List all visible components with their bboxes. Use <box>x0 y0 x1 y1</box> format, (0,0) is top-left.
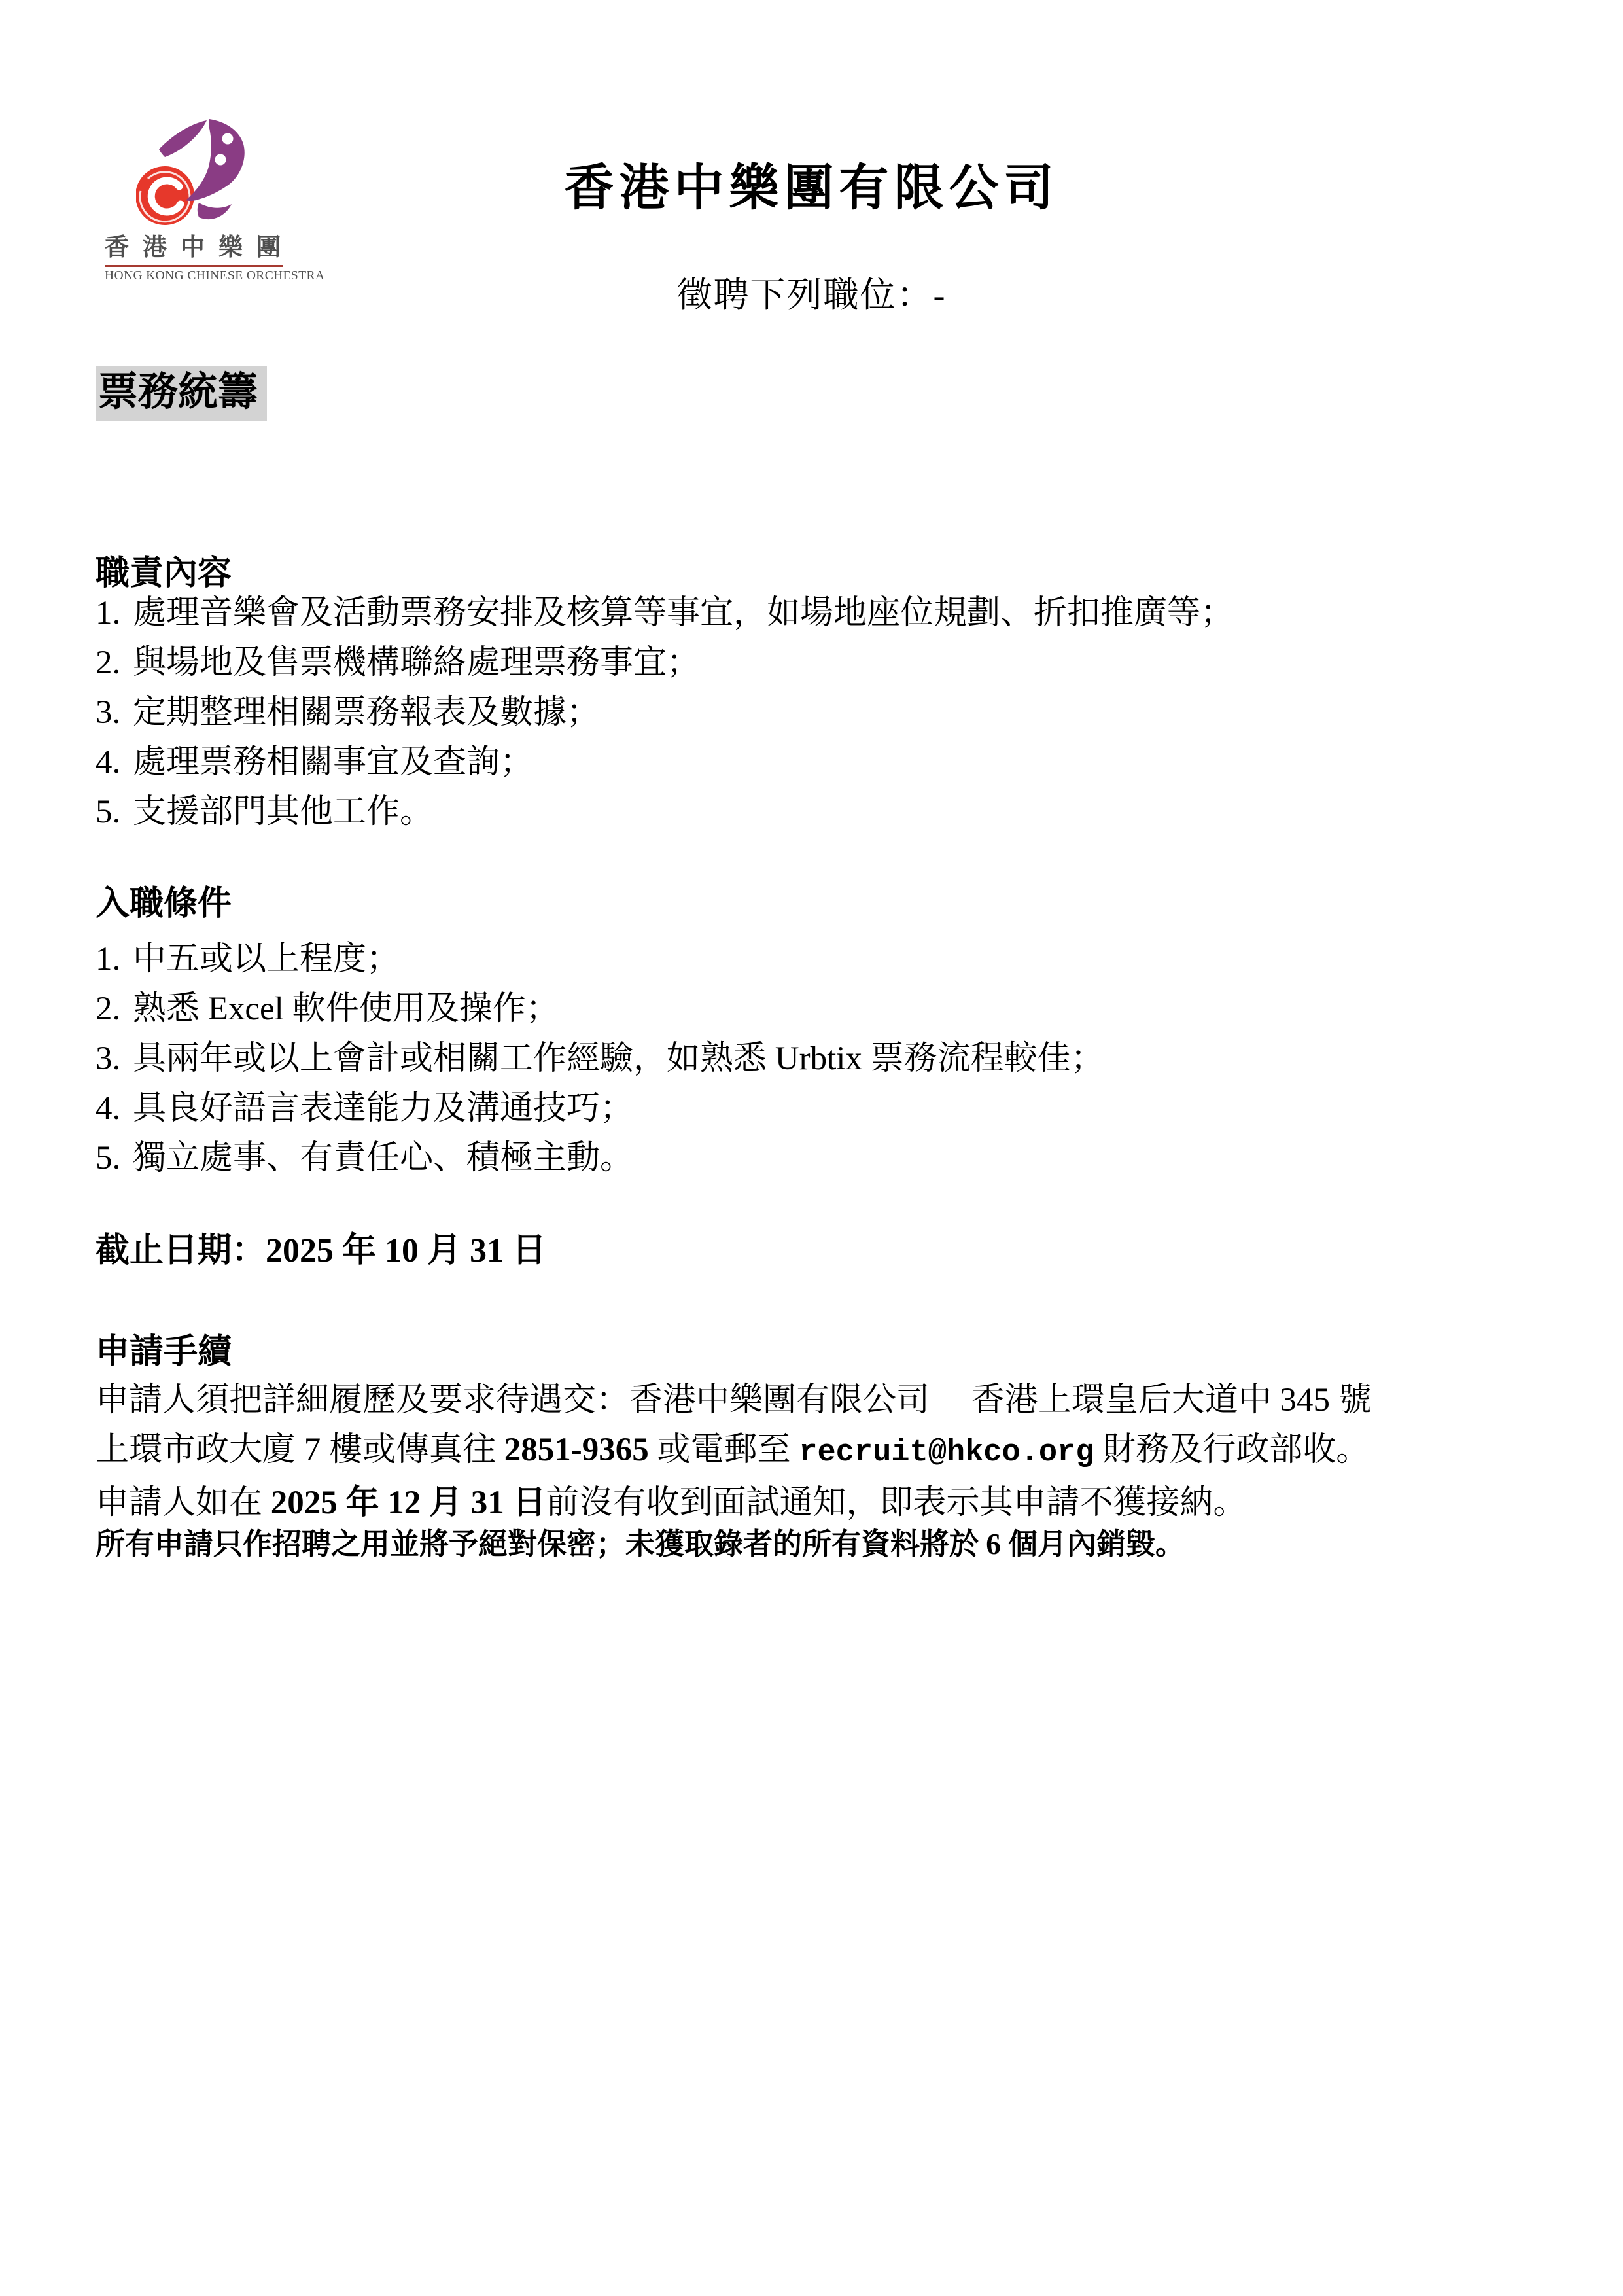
item-text: 處理票務相關事宜及查詢； <box>133 744 534 781</box>
requirements-heading: 入職條件 <box>96 885 232 923</box>
department-text: 財務及行政部收。 <box>1094 1432 1370 1468</box>
item-text: 支援部門其他工作。 <box>133 794 434 830</box>
application-heading: 申請手續 <box>96 1333 232 1371</box>
recruiting-subtitle: 徵聘下列職位：- <box>676 275 947 315</box>
list-item <box>96 1034 1104 1084</box>
item-text: 處理音樂會及活動票務安排及核算等事宜，如場地座位規劃、折扣推廣等； <box>133 595 1234 631</box>
paragraph-line <box>96 1478 1372 1528</box>
duties-heading: 職責內容 <box>96 555 232 592</box>
paragraph-line <box>96 1375 1372 1425</box>
list-item <box>96 787 1234 837</box>
item-text: 具兩年或以上會計或相關工作經驗，如熟悉 Urbtix 票務流程較佳； <box>133 1040 1104 1077</box>
fax-number: 2851-9365 <box>504 1432 649 1468</box>
item-text: 定期整理相關票務報表及數據； <box>133 694 601 731</box>
notice-post-text: 前沒有收到面試通知，即表示其申請不獲接納。 <box>546 1485 1247 1521</box>
list-item <box>96 984 1104 1034</box>
item-number: 2. <box>96 645 121 681</box>
privacy-note: 所有申請只作招聘之用並將予絕對保密；未獲取錄者的所有資料將於 6 個月內銷毀。 <box>96 1528 1185 1561</box>
list-item <box>96 934 1104 984</box>
logo-divider <box>105 265 283 267</box>
item-text: 具良好語言表達能力及溝通技巧； <box>133 1090 634 1127</box>
item-number: 4. <box>96 744 121 781</box>
item-text: 熟悉 Excel 軟件使用及操作； <box>133 991 559 1027</box>
job-title-highlight: 票務統籌 <box>96 366 267 421</box>
duties-list <box>96 588 1234 837</box>
application-paragraph <box>96 1375 1372 1528</box>
item-number: 1. <box>96 941 121 978</box>
list-item <box>96 1084 1104 1133</box>
list-item <box>96 588 1234 638</box>
logo-chinese-name: 香港中樂團 <box>105 234 294 261</box>
item-number: 5. <box>96 1140 121 1176</box>
paragraph-line <box>96 1425 1372 1478</box>
item-number: 5. <box>96 794 121 830</box>
list-item <box>96 638 1234 688</box>
list-item <box>96 1133 1104 1183</box>
address-text: 申請人須把詳細履歷及要求待遇交：香港中樂團有限公司 香港上環皇后大道中 345 號 <box>96 1382 1372 1419</box>
notice-pre-text: 申請人如在 <box>96 1485 271 1521</box>
item-text: 中五或以上程度； <box>133 941 400 978</box>
company-title: 香港中樂團有限公司 <box>564 161 1059 216</box>
item-text: 與場地及售票機構聯絡處理票務事宜； <box>133 645 701 681</box>
application-deadline: 截止日期：2025 年 10 月 31 日 <box>96 1232 547 1269</box>
item-number: 2. <box>96 991 121 1027</box>
email-address: recruit@hkco.org <box>799 1436 1094 1470</box>
item-number: 1. <box>96 595 121 631</box>
item-text: 獨立處事、有責任心、積極主動。 <box>133 1140 634 1176</box>
item-number: 3. <box>96 1040 121 1077</box>
address-text-2: 上環市政大廈 7 樓或傳真往 <box>96 1432 504 1468</box>
item-number: 4. <box>96 1090 121 1127</box>
list-item <box>96 737 1234 787</box>
item-number: 3. <box>96 694 121 731</box>
email-label: 或電郵至 <box>648 1432 799 1468</box>
list-item <box>96 688 1234 737</box>
logo-english-name: HONG KONG CHINESE ORCHESTRA <box>105 269 325 283</box>
reply-deadline-date: 2025 年 12 月 31 日 <box>270 1485 546 1521</box>
requirements-list <box>96 934 1104 1183</box>
